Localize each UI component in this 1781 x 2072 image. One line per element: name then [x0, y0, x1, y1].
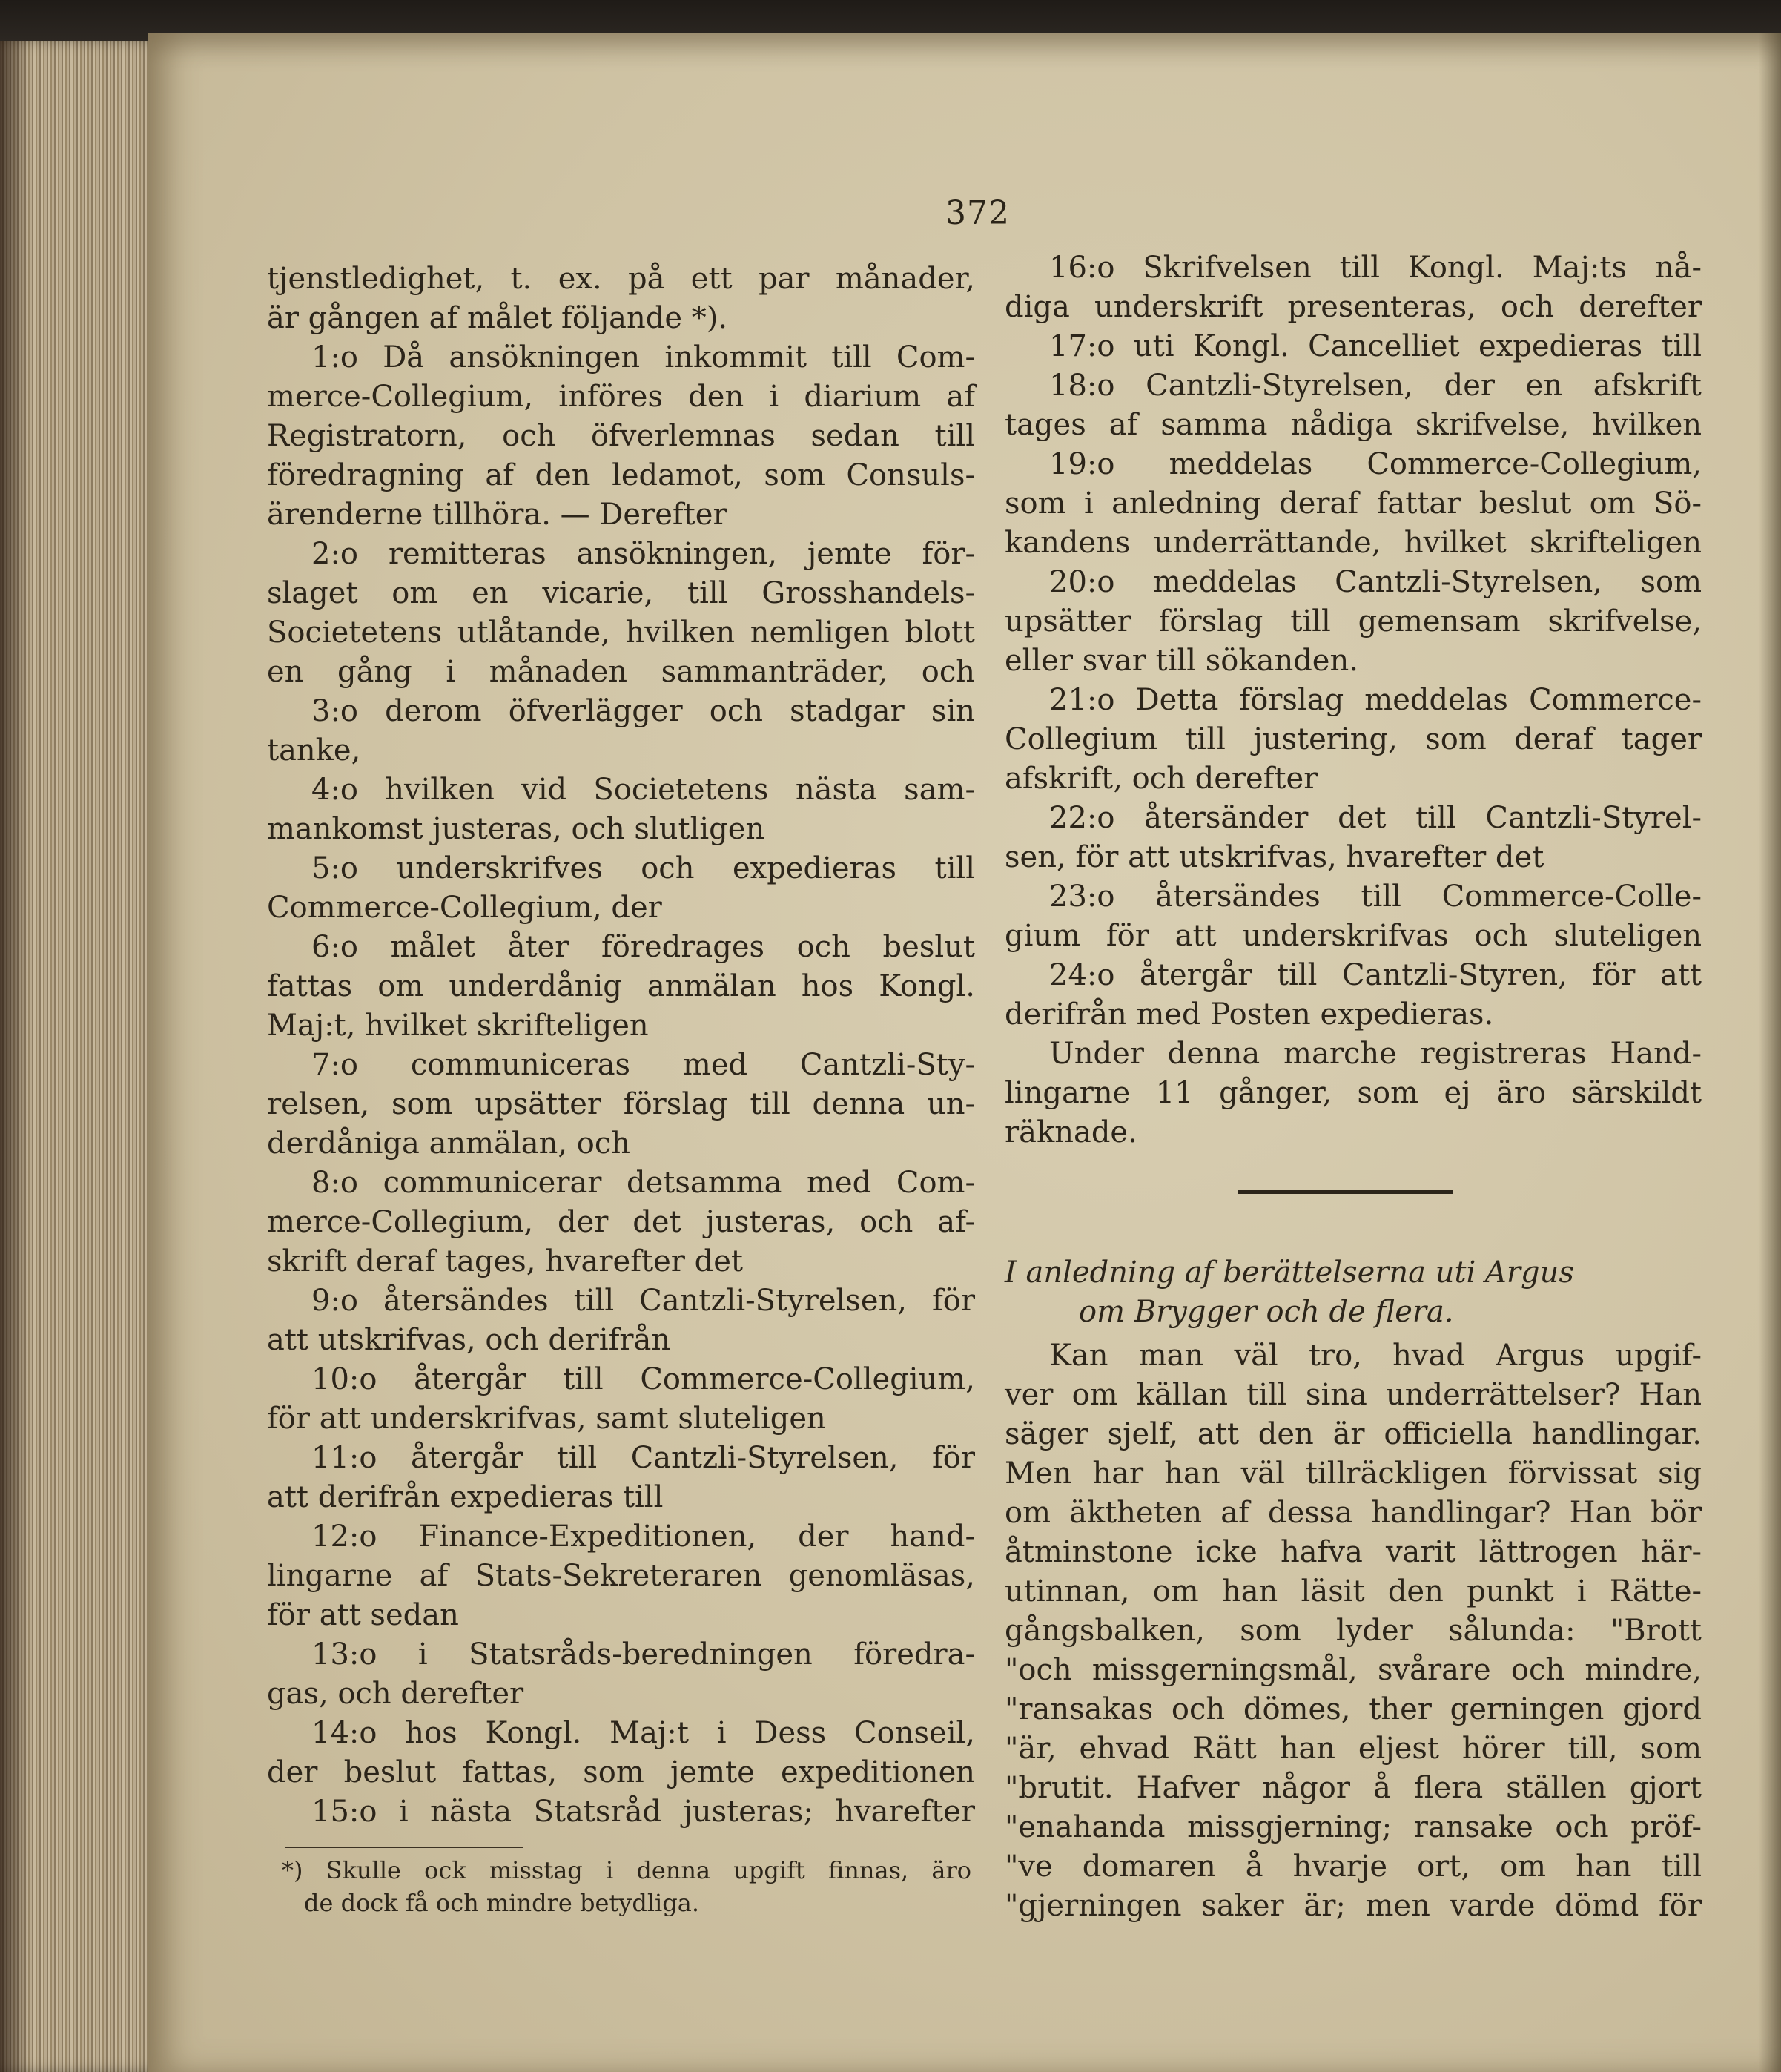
text-line: 2:o remitteras ansökningen, jemte för-: [311, 537, 975, 571]
text-line: 5:o underskrifves och expedieras till: [311, 851, 975, 885]
text-line: 15:o i nästa Statsråd justeras; hvarefter: [311, 1795, 975, 1829]
left-column: [267, 260, 975, 1832]
text-line: är gången af målet följande *).: [267, 301, 728, 335]
text-line: 18:o Cantzli-Styrelsen, der en afskrift: [1049, 369, 1702, 403]
text-line: Registratorn, och öfverlemnas sedan till: [267, 419, 975, 453]
text-line: Collegium till justering, som deraf tager: [1005, 722, 1702, 756]
text-line: Maj:t, hvilket skrifteligen: [267, 1009, 649, 1043]
text-line: "är, ehvad Rätt han eljest hörer till, som: [1005, 1732, 1702, 1766]
text-line: slaget om en vicarie, till Grosshandels-: [267, 576, 975, 610]
text-line: 13:o i Statsråds-beredningen föredra-: [311, 1637, 975, 1672]
text-line: 14:o hos Kongl. Maj:t i Dess Conseil,: [311, 1716, 975, 1750]
text-line: "enahanda missgjerning; ransake och pröf-: [1005, 1810, 1702, 1844]
text-line: gångsbalken, som lyder sålunda: "Brott: [1005, 1614, 1702, 1648]
text-line: säger sjelf, att den är officiella handlingar.: [1005, 1417, 1702, 1451]
text-line: "och missgerningsmål, svårare och mindre,: [1005, 1653, 1702, 1687]
text-line: derdåniga anmälan, och: [267, 1126, 631, 1161]
text-line: 3:o derom öfverlägger och stadgar sin: [311, 694, 975, 728]
text-line: Societetens utlåtande, hvilken nemligen blott: [267, 616, 975, 650]
text-line: för att sedan: [267, 1598, 459, 1632]
text-line: 17:o uti Kongl. Cancelliet expedieras till: [1049, 329, 1702, 363]
page-right-shadow: [1759, 33, 1781, 2072]
text-line: 11:o återgår till Cantzli-Styrelsen, för: [311, 1441, 975, 1475]
text-line: fattas om underdånig anmälan hos Kongl.: [267, 969, 975, 1003]
text-line: 12:o Finance-Expeditionen, der hand-: [311, 1520, 975, 1554]
text-line: räknade.: [1005, 1115, 1137, 1149]
footnote-rule: [285, 1847, 523, 1848]
text-line: eller svar till sökanden.: [1005, 644, 1358, 678]
text-line: 22:o återsänder det till Cantzli-Styrel-: [1049, 801, 1702, 835]
text-line: sen, för att utskrifvas, hvarefter det: [1005, 840, 1544, 874]
text-line: åtminstone icke hafva varit lättrogen här-: [1005, 1535, 1702, 1569]
footnote-line: *) Skulle ock misstag i denna upgift finnas, äro: [282, 1856, 971, 1884]
text-line: 1:o Då ansökningen inkommit till Com-: [311, 340, 975, 375]
text-line: 10:o återgår till Commerce-Collegium,: [311, 1362, 975, 1396]
page-number: 372: [945, 194, 1010, 232]
text-line: 21:o Detta förslag meddelas Commerce-: [1049, 683, 1702, 717]
text-line: om äktheten af dessa handlingar? Han bör: [1005, 1496, 1702, 1530]
text-line: kandens underrättande, hvilket skrifteligen: [1005, 526, 1702, 560]
text-line: 4:o hvilken vid Societetens nästa sam-: [311, 773, 975, 807]
text-line: gas, och derefter: [267, 1677, 524, 1711]
text-line: att utskrifvas, och derifrån: [267, 1323, 671, 1357]
text-line: merce-Collegium, der det justeras, och af-: [267, 1205, 975, 1239]
text-line: "ve domaren å hvarje ort, om han till: [1005, 1850, 1702, 1884]
text-line: relsen, som upsätter förslag till denna un-: [267, 1087, 975, 1121]
text-line: utinnan, om han läsit den punkt i Rätte-: [1005, 1574, 1702, 1609]
text-line: diga underskrift presenteras, och derefter: [1005, 290, 1702, 324]
text-line: der beslut fattas, som jemte expeditionen: [267, 1755, 975, 1789]
section-divider: [1238, 1190, 1453, 1194]
text-line: Men har han väl tillräckligen förvissat sig: [1005, 1456, 1702, 1491]
text-line: 7:o communiceras med Cantzli-Sty-: [311, 1048, 975, 1082]
text-line: 23:o återsändes till Commerce-Colle-: [1049, 880, 1702, 914]
text-line: ärenderne tillhöra. — Derefter: [267, 498, 727, 532]
text-line: afskrift, och derefter: [1005, 762, 1318, 796]
text-line: derifrån med Posten expedieras.: [1005, 997, 1494, 1032]
right-column: [1005, 248, 1702, 1152]
right-column-body: [1005, 1336, 1702, 1926]
text-line: Kan man väl tro, hvad Argus upgif-: [1049, 1339, 1702, 1373]
text-line: en gång i månaden sammanträder, och: [267, 655, 975, 689]
text-line: Commerce-Collegium, der: [267, 891, 662, 925]
heading-line: I anledning af berättelserna uti Argus: [1005, 1256, 1574, 1290]
text-line: för att underskrifvas, samt sluteligen: [267, 1402, 826, 1436]
text-line: 9:o återsändes till Cantzli-Styrelsen, för: [311, 1284, 975, 1318]
text-line: tanke,: [267, 733, 361, 768]
text-line: gium för att underskrifvas och sluteligen: [1005, 919, 1702, 953]
text-line: 16:o Skrifvelsen till Kongl. Maj:ts nå-: [1049, 251, 1702, 285]
text-line: "gjerningen saker är; men varde dömd för: [1005, 1889, 1702, 1923]
heading-line: om Brygger och de flera.: [1079, 1295, 1454, 1329]
text-line: "ransakas och dömes, ther gerningen gjord: [1005, 1692, 1702, 1726]
text-line: 19:o meddelas Commerce-Collegium,: [1049, 447, 1702, 481]
footnote: [282, 1854, 971, 1919]
text-line: 6:o målet åter föredrages och beslut: [311, 930, 975, 964]
text-line: 24:o återgår till Cantzli-Styren, för att: [1049, 958, 1702, 992]
text-line: Under denna marche registreras Hand-: [1049, 1037, 1702, 1071]
text-line: tages af samma nådiga skrifvelse, hvilken: [1005, 408, 1702, 442]
text-line: skrift deraf tages, hvarefter det: [267, 1244, 743, 1278]
text-line: lingarne 11 gånger, som ej äro särskildt: [1005, 1076, 1702, 1110]
text-line: 8:o communicerar detsamma med Com-: [311, 1166, 975, 1200]
text-line: upsätter förslag till gemensam skrifvelse,: [1005, 604, 1702, 639]
text-line: "brutit. Hafver någor å flera ställen gjort: [1005, 1771, 1702, 1805]
text-line: ver om källan till sina underrättelser? Han: [1005, 1378, 1702, 1412]
footnote-line: de dock få och mindre betydliga.: [304, 1889, 700, 1917]
text-line: som i anledning deraf fattar beslut om Sö-: [1005, 486, 1702, 521]
text-line: föredragning af den ledamot, som Consuls-: [267, 458, 975, 492]
text-line: att derifrån expedieras till: [267, 1480, 664, 1514]
text-line: tjenstledighet, t. ex. på ett par månader,: [267, 262, 975, 296]
text-line: mankomst justeras, och slutligen: [267, 812, 765, 846]
text-line: 20:o meddelas Cantzli-Styrelsen, som: [1049, 565, 1702, 599]
text-line: merce-Collegium, införes den i diarium af: [267, 380, 975, 414]
page-edge-shadow: [0, 41, 30, 2072]
text-line: lingarne af Stats-Sekreteraren genomläsas,: [267, 1559, 975, 1593]
section-heading: [1005, 1253, 1702, 1332]
